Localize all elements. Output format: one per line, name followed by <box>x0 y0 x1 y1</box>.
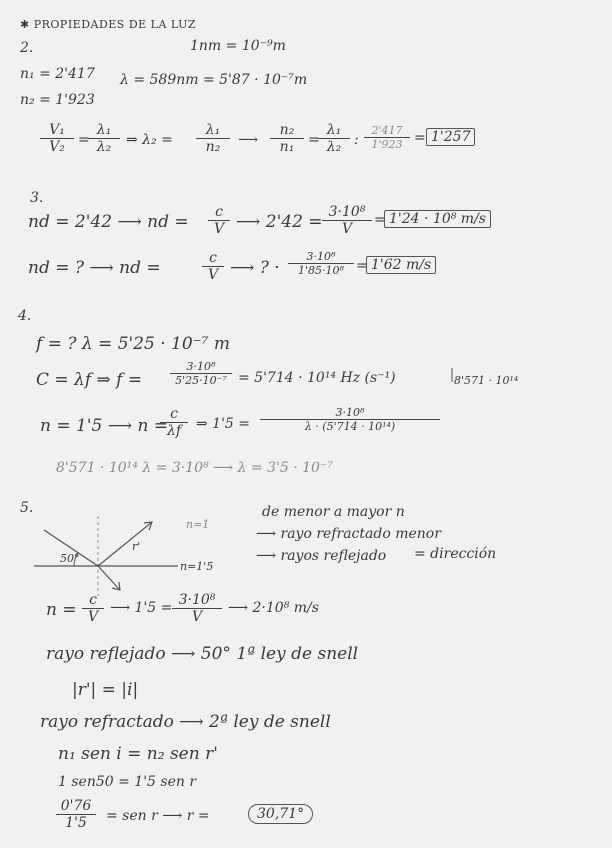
diagram-r-label: r' <box>132 540 141 553</box>
frac-den: n₁ <box>279 139 295 155</box>
frac-num: λ₁ <box>318 122 350 139</box>
reflected-ray <box>98 522 152 566</box>
frac-num: V₁ <box>40 122 74 139</box>
ex5-final-result: 30,71° <box>248 804 313 824</box>
frac-den: V <box>207 267 219 283</box>
ex5-snell-law: n₁ sen i = n₂ sen r' <box>58 744 218 764</box>
ex5-reflejado: rayo reflejado ⟶ 50° 1ª ley de snell <box>46 644 359 664</box>
frac-den: V <box>87 609 99 625</box>
exercise-2-number: 2. <box>20 40 34 56</box>
frac-num: 3·10⁸ <box>170 360 232 374</box>
frac-den: V₂ <box>49 139 65 155</box>
arrow: ⟶ <box>238 132 259 148</box>
equals-sign: = <box>356 258 368 274</box>
frac-num: 3·10⁸ <box>322 204 372 221</box>
ex3-line2-a: nd = ? ⟶ nd = <box>28 258 161 278</box>
frac-3e8-v-5 <box>172 592 222 625</box>
frac-num: 2'417 <box>364 124 410 138</box>
ex3-result-1: 1'24 · 10⁸ m/s <box>384 210 491 228</box>
frac-076-15 <box>56 798 96 831</box>
ex3-result-2: 1'62 m/s <box>366 256 436 274</box>
frac-den: λ · (5'714 · 10¹⁴) <box>304 420 396 433</box>
ex4-line4: 8'571 · 10¹⁴ λ = 3·10⁸ ⟶ λ = 3'5 · 10⁻⁷ <box>56 460 333 476</box>
asterisk-icon: ✱ <box>20 18 30 31</box>
ex4-line1: f = ? λ = 5'25 · 10⁻⁷ m <box>36 334 230 354</box>
ex5-line1-a: n = <box>46 600 77 620</box>
frac-den: V <box>191 609 203 625</box>
frac-den: V <box>341 221 353 237</box>
frac-den: n₂ <box>205 139 221 155</box>
frac-den: 5'25·10⁻⁷ <box>175 374 227 387</box>
frac-den: λ₂ <box>326 139 342 155</box>
page-title-text: PROPIEDADES DE LA LUZ <box>33 18 197 31</box>
frac-den: λ₂ <box>96 139 112 155</box>
equals-sign: = <box>78 132 90 148</box>
frac-num: λ₁ <box>196 122 230 139</box>
frac-c-v-5 <box>82 592 104 625</box>
ex4-line3-a: n = 1'5 ⟶ n = <box>40 416 169 436</box>
diagram-n15-label: n=1'5 <box>180 560 214 573</box>
frac-num: 3·10⁸ <box>260 406 440 420</box>
ex4-side-value: 8'571 · 10¹⁴ <box>454 374 519 387</box>
ex3-line2-b: ⟶ ? · <box>230 258 280 278</box>
ex3-line1-b: ⟶ 2'42 = <box>236 212 323 232</box>
ex5-snell-values: 1 sen50 = 1'5 sen r <box>58 774 197 790</box>
exercise-3-number: 3. <box>30 190 44 206</box>
refracted-ray <box>98 566 120 590</box>
n2-value: n₂ = 1'923 <box>20 92 95 108</box>
frac-num: 3·10⁸ <box>288 250 354 264</box>
exercise-2-result: 1'257 <box>426 128 475 146</box>
frac-den: 1'923 <box>371 138 403 151</box>
frac-den: V <box>213 221 225 237</box>
ex5-line1-b: ⟶ 1'5 = <box>110 600 173 616</box>
nm-conversion: 1nm = 10⁻⁹m <box>190 38 286 54</box>
frac-num: 3·10⁸ <box>172 592 222 609</box>
implies-lambda2: ⇒ λ₂ = <box>126 132 173 148</box>
frac-den: 1'5 <box>65 815 87 831</box>
ex5-line1-c: ⟶ 2·10⁸ m/s <box>228 600 319 616</box>
ex5-r-equals-i: |r'| = |i| <box>72 680 139 700</box>
ex5-refractado: rayo refractado ⟶ 2ª ley de snell <box>40 712 331 732</box>
ex4-line2-a: C = λf ⇒ f = <box>36 370 143 390</box>
note-menor-mayor: de menor a mayor n <box>262 504 405 520</box>
equals-sign: = <box>374 212 386 228</box>
note-rayo-refractado: ⟶ rayo refractado menor <box>256 526 441 542</box>
ex4-line3-b: ⇒ 1'5 = <box>196 416 251 432</box>
exercise-5-number: 5. <box>20 500 34 516</box>
frac-num: c <box>160 406 188 423</box>
frac-den: λf <box>166 423 182 439</box>
frac-num: n₂ <box>270 122 304 139</box>
note-rayos-reflejado: ⟶ rayos reflejado <box>256 548 387 564</box>
frac-num: 0'76 <box>56 798 96 815</box>
ex5-sen-r: = sen r ⟶ r = <box>106 808 210 824</box>
lambda-value: λ = 589nm = 5'87 · 10⁻⁷m <box>120 72 308 88</box>
frac-num: λ₁ <box>88 122 120 139</box>
ex4-line2-b: = 5'714 · 10¹⁴ Hz (s⁻¹) <box>238 370 396 386</box>
ex3-line1-a: nd = 2'42 ⟶ nd = <box>28 212 189 232</box>
frac-num: c <box>82 592 104 609</box>
frac-num: c <box>208 204 230 221</box>
equals-sign: : <box>354 132 359 148</box>
n1-value: n₁ = 2'417 <box>20 66 95 82</box>
diagram-n1-label: n=1 <box>186 518 210 531</box>
equals-sign: = <box>308 132 320 148</box>
diagram-angle-label: 50° <box>60 552 80 565</box>
frac-num: c <box>202 250 224 267</box>
frac-den: 1'85·10⁸ <box>298 264 344 277</box>
note-direccion: = dirección <box>414 546 497 562</box>
exercise-4-number: 4. <box>18 308 32 324</box>
equals-sign: = <box>414 130 426 146</box>
